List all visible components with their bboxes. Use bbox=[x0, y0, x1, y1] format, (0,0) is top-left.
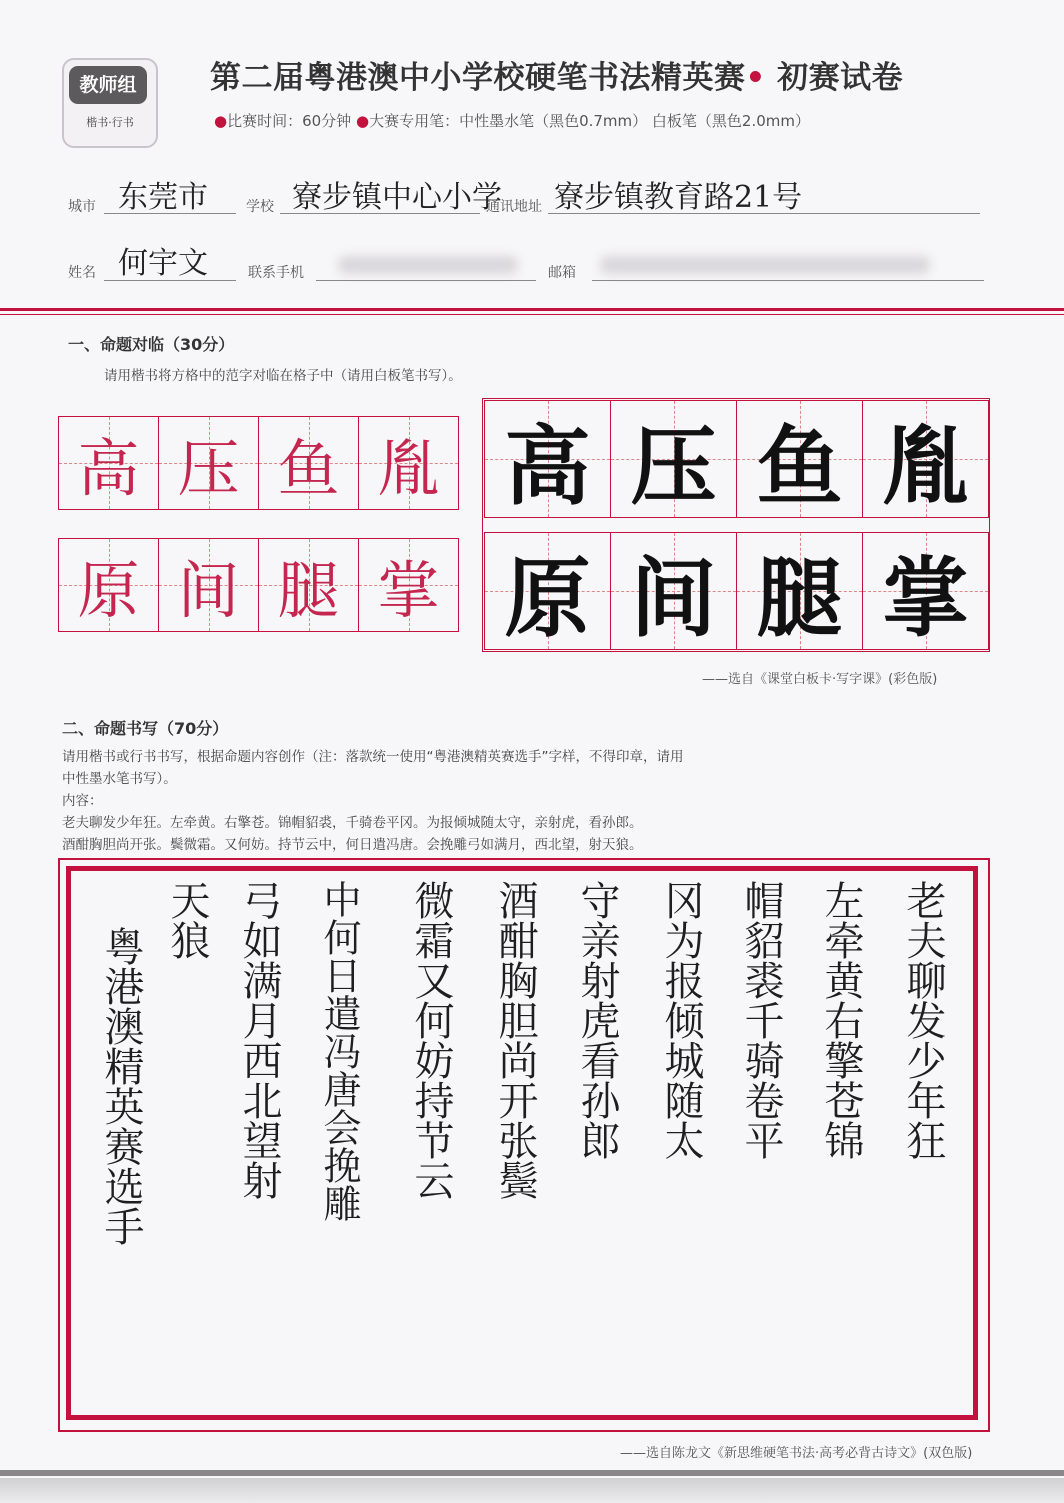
badge-title: 教师组 bbox=[69, 66, 147, 104]
name-label: 姓名 bbox=[68, 265, 96, 281]
title-main: 第二届粤港澳中小学校硬笔书法精英赛 bbox=[210, 60, 746, 96]
handwritten-char: 压 bbox=[177, 431, 240, 505]
section2-instruction-2: 中性墨水笔书写）。 bbox=[62, 771, 177, 787]
poem-column: 酒酣胸胆尚开张鬓 bbox=[492, 880, 538, 1200]
school-underline bbox=[280, 213, 480, 214]
poem-column: 弓如满月西北望射 bbox=[236, 880, 282, 1200]
model-char: 腿 bbox=[756, 548, 843, 649]
content-line-1: 老夫聊发少年狂。左牵黄。右擎苍。锦帽貂裘，千骑卷平冈。为报倾城随太守，亲射虎，看孙郎。 bbox=[62, 815, 643, 831]
grid-cell[interactable] bbox=[59, 539, 159, 631]
section2-credit: ——选自陈龙文《新思维硬笔书法·高考必背古诗文》(双色版) bbox=[620, 1446, 973, 1461]
address-value[interactable]: 寮步镇教育路21号 bbox=[554, 180, 803, 215]
model-cell bbox=[485, 533, 611, 649]
content-line-2: 酒酣胸胆尚开张。鬓微霜。又何妨。持节云中，何日遣冯唐。会挽雕弓如满月，西北望，射天狼。 bbox=[62, 837, 643, 853]
school-value[interactable]: 寮步镇中心小学 bbox=[292, 180, 502, 215]
model-char: 原 bbox=[504, 548, 591, 649]
model-char: 掌 bbox=[882, 548, 969, 649]
address-underline bbox=[548, 213, 980, 214]
grid-cell[interactable] bbox=[359, 539, 459, 631]
model-char: 间 bbox=[630, 548, 717, 649]
poem-column: 左牵黄右擎苍锦 bbox=[818, 880, 864, 1160]
poem-column: 老夫聊发少年狂 bbox=[900, 880, 946, 1160]
handwritten-char: 高 bbox=[77, 431, 140, 505]
poem-column: 中何日遣冯唐会挽雕 bbox=[317, 880, 361, 1222]
bullet-icon: ● bbox=[214, 112, 228, 130]
model-cell bbox=[611, 401, 737, 517]
title-dot: • bbox=[745, 60, 766, 96]
content-label: 内容： bbox=[62, 793, 103, 809]
section1-credit: ——选自《课堂白板卡·写字课》(彩色版) bbox=[702, 672, 938, 687]
model-cell bbox=[737, 533, 863, 649]
title-tail: 初赛试卷 bbox=[765, 60, 904, 96]
address-label: 通讯地址 bbox=[486, 199, 542, 215]
handwritten-char: 间 bbox=[177, 553, 240, 627]
handwritten-grid-row2 bbox=[58, 538, 459, 632]
poem-column: 天狼 bbox=[164, 880, 210, 960]
section-divider bbox=[0, 308, 1064, 311]
grid-cell[interactable] bbox=[259, 539, 359, 631]
model-char: 鱼 bbox=[756, 416, 843, 517]
badge-subtitle: 楷书·行书 bbox=[86, 116, 134, 129]
grid-cell[interactable] bbox=[59, 417, 159, 509]
email-label: 邮箱 bbox=[548, 265, 576, 281]
signature-column: 粤港澳精英赛选手 bbox=[98, 926, 144, 1246]
grid-cell[interactable] bbox=[159, 417, 259, 509]
phone-redacted bbox=[338, 256, 518, 274]
model-cell bbox=[611, 533, 737, 649]
city-value[interactable]: 东莞市 bbox=[118, 180, 208, 215]
school-label: 学校 bbox=[246, 199, 274, 215]
exam-pens: 大赛专用笔：中性墨水笔（黑色0.7mm） 白板笔（黑色2.0mm） bbox=[369, 112, 810, 130]
name-underline bbox=[104, 280, 236, 281]
footer-band bbox=[0, 1478, 1064, 1503]
footer-bar bbox=[0, 1470, 1064, 1476]
handwritten-char: 胤 bbox=[377, 431, 440, 505]
bullet-icon: ● bbox=[355, 112, 370, 130]
grid-cell[interactable] bbox=[259, 417, 359, 509]
city-label: 城市 bbox=[68, 199, 96, 215]
email-redacted bbox=[600, 256, 930, 274]
model-grid-row2 bbox=[484, 532, 989, 650]
handwritten-char: 鱼 bbox=[277, 431, 340, 505]
exam-time: 比赛时间：60分钟 bbox=[227, 112, 352, 130]
poem-column: 帽貂裘千骑卷平 bbox=[738, 880, 784, 1160]
group-badge bbox=[62, 58, 158, 148]
model-char: 胤 bbox=[882, 416, 969, 517]
model-char: 压 bbox=[630, 416, 717, 517]
poem-column: 微霜又何妨持节云 bbox=[408, 880, 454, 1200]
poem-column: 冈为报倾城随太 bbox=[658, 880, 704, 1160]
model-cell bbox=[737, 401, 863, 517]
section-divider-thin bbox=[0, 314, 1064, 315]
exam-info bbox=[214, 110, 810, 131]
email-underline bbox=[592, 280, 984, 281]
grid-cell[interactable] bbox=[159, 539, 259, 631]
section2-title: 二、命题书写（70分） bbox=[62, 719, 229, 738]
model-grid-row1 bbox=[484, 400, 989, 518]
section1-instruction: 请用楷书将方格中的范字对临在格子中（请用白板笔书写）。 bbox=[104, 368, 462, 384]
handwritten-char: 掌 bbox=[377, 553, 440, 627]
model-cell bbox=[863, 401, 989, 517]
section2-instruction-1: 请用楷书或行书书写，根据命题内容创作（注：落款统一使用“粤港澳精英赛选手”字样，不得印章，请用 bbox=[62, 749, 684, 765]
page-title bbox=[210, 52, 903, 97]
grid-cell[interactable] bbox=[359, 417, 459, 509]
section1-title: 一、命题对临（30分） bbox=[68, 335, 235, 354]
city-underline bbox=[104, 213, 236, 214]
handwritten-char: 腿 bbox=[277, 553, 340, 627]
model-char: 高 bbox=[504, 416, 591, 517]
model-cell bbox=[485, 401, 611, 517]
model-cell bbox=[863, 533, 989, 649]
phone-label: 联系手机 bbox=[248, 265, 304, 281]
handwritten-char: 原 bbox=[77, 553, 140, 627]
phone-underline bbox=[316, 280, 536, 281]
name-value[interactable]: 何宇文 bbox=[118, 246, 208, 281]
handwritten-grid-row1 bbox=[58, 416, 459, 510]
poem-column: 守亲射虎看孙郎 bbox=[574, 880, 620, 1160]
